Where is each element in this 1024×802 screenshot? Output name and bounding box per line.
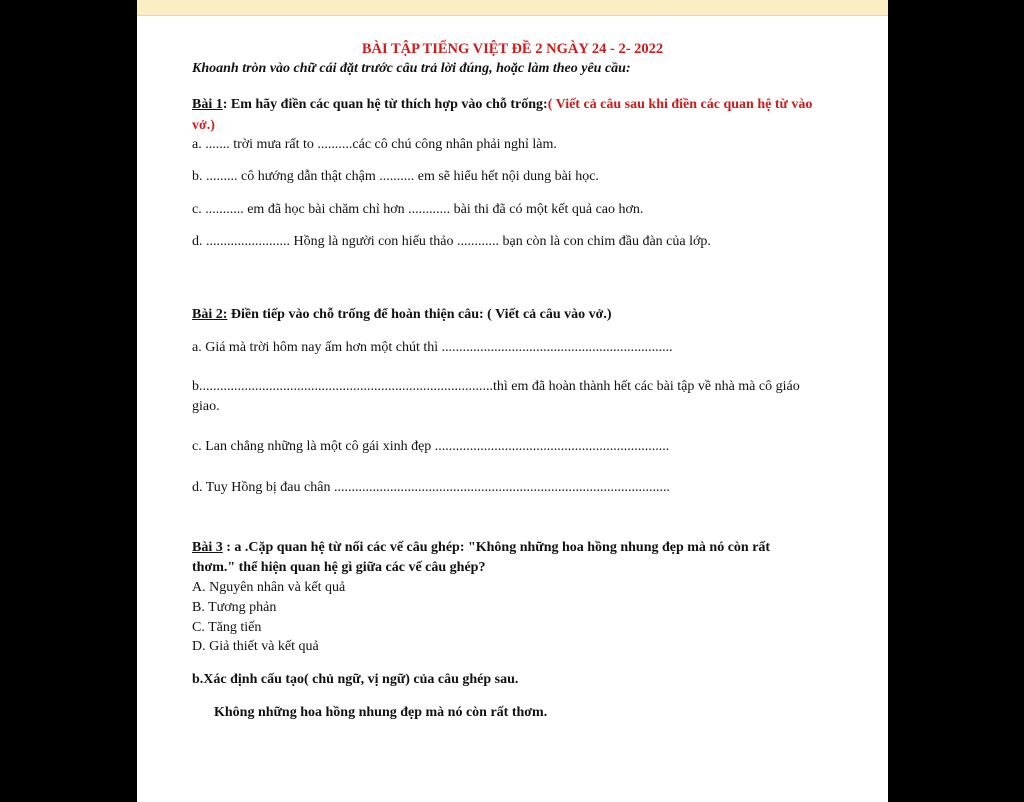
bai2-label: Bài 2: xyxy=(192,307,228,322)
bai2-item-c: c. Lan chẳng những là một cô gái xinh đẹp ................................................................... xyxy=(192,439,670,454)
document-title: BÀI TẬP TIẾNG VIỆT ĐỀ 2 NGÀY 24 - 2- 2022 xyxy=(361,41,664,57)
bai3-prompt: : a .Cặp quan hệ từ nối các vế câu ghép: "Không những hoa hồng nhung đẹp mà nó còn rất xyxy=(222,540,771,555)
bai1-note: ( Viết cả câu sau khi điền các quan hệ từ vào xyxy=(547,97,813,112)
bai3-part-b: b.Xác định cấu tạo( chủ ngữ, vị ngữ) của câu ghép sau. xyxy=(192,672,519,687)
bai2-item-b-cont: giao. xyxy=(192,399,220,414)
bai1-item-c: c. ........... em đã học bài chăm chỉ hơn ............ bài thi đã có một kết quả cao hơn. xyxy=(192,202,644,217)
bai1-item-d: d. ........................ Hồng là người con hiếu thảo ............ bạn còn là con chim đầu đàn của lớp. xyxy=(192,234,711,249)
bai2-item-d: d. Tuy Hồng bị đau chân ................................................................................................ xyxy=(192,480,670,495)
bai3-option-d: D. Giả thiết và kết quả xyxy=(192,639,319,654)
instruction-line: Khoanh tròn vào chữ cái đặt trước câu trả lời đúng, hoặc làm theo yêu cầu: xyxy=(192,62,631,76)
bai3-option-c: C. Tăng tiến xyxy=(192,620,262,635)
bai3-option-a: A. Nguyên nhân và kết quả xyxy=(192,580,346,595)
bai2-heading xyxy=(192,305,612,325)
bai3-option-b: B. Tương phản xyxy=(192,600,277,615)
document-page xyxy=(137,0,888,802)
bai1-item-b: b. ......... cô hướng dẫn thật chậm .......... em sẽ hiểu hết nội dung bài học. xyxy=(192,169,599,184)
bai2-item-b: b....................................................................................thì em đã hoàn thành hết các bài tập về nhà mà cô giáo xyxy=(192,379,800,394)
bai2-item-a: a. Giá mà trời hôm nay ấm hơn một chút thì .................................................................. xyxy=(192,340,673,355)
bai1-prompt: : Em hãy điền các quan hệ từ thích hợp vào chỗ trống: xyxy=(222,97,548,112)
bai3-heading xyxy=(192,538,770,558)
bai3-label: Bài 3 xyxy=(192,540,223,555)
bai1-heading xyxy=(192,95,812,115)
bai1-note-cont: vở.) xyxy=(192,118,215,133)
bai2-prompt: Điền tiếp vào chỗ trống để hoàn thiện câu: ( Viết cả câu vào vở.) xyxy=(227,307,612,322)
viewer-top-bar xyxy=(137,0,888,16)
bai3-prompt-cont: thơm." thể hiện quan hệ gì giữa các vế câu ghép? xyxy=(192,560,486,575)
bai1-item-a: a. ....... trời mưa rất to ..........các cô chú công nhân phải nghỉ làm. xyxy=(192,137,557,152)
bai3-sentence: Không những hoa hồng nhung đẹp mà nó còn rất thơm. xyxy=(214,705,548,720)
bai1-label: Bài 1 xyxy=(192,97,223,112)
